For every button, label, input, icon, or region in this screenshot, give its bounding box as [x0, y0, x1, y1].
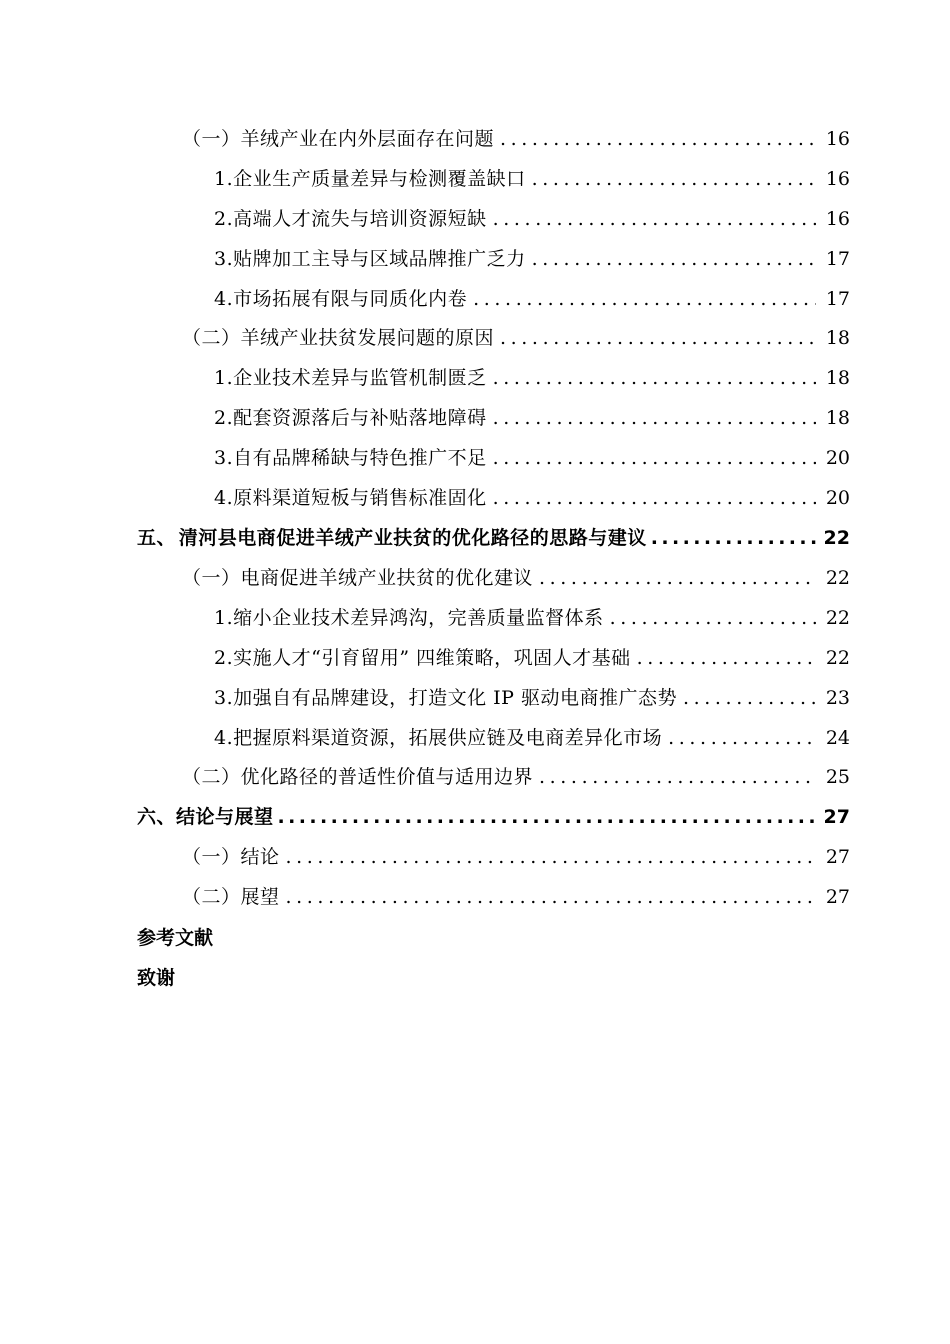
toc-entry: [214, 483, 850, 513]
dot-leader: [493, 483, 816, 513]
toc-entry-page: 22: [825, 567, 850, 589]
toc-chapter-title: 六、结论与展望: [137, 806, 274, 828]
dot-leader: [668, 723, 816, 753]
toc-chapter-number: 五、: [137, 527, 177, 549]
toc-entry: [214, 683, 850, 713]
toc-entry: [214, 723, 850, 753]
toc-entry-title: （二）羊绒产业扶贫发展问题的原因: [182, 327, 495, 349]
dot-leader: [610, 603, 816, 633]
dot-leader: [500, 124, 816, 154]
toc-entry-page: 20: [825, 447, 850, 469]
toc-entry-page: 18: [825, 367, 850, 389]
dot-leader: [286, 882, 816, 912]
dot-leader: [539, 563, 816, 593]
toc-chapter: [137, 802, 850, 832]
toc-entry: [214, 363, 850, 393]
toc-entry-title: 3.贴牌加工主导与区域品牌推广乏力: [214, 248, 526, 270]
toc-entry-title: （一）电商促进羊绒产业扶贫的优化建议: [182, 567, 534, 589]
dot-leader: [493, 363, 816, 393]
toc-entry-page: 24: [825, 727, 850, 749]
toc-entry-page: 22: [825, 607, 850, 629]
toc-entry-page: 18: [825, 407, 850, 429]
dot-leader: [683, 683, 816, 713]
toc-entry-title: 1.企业技术差异与监管机制匮乏: [214, 367, 487, 389]
toc-entry-title: （二）展望: [182, 886, 280, 908]
toc-entry-page: 20: [825, 487, 850, 509]
toc-entry-page: 17: [825, 248, 850, 270]
dot-leader: [473, 284, 816, 314]
toc-entry-title: 4.市场拓展有限与同质化内卷: [214, 288, 468, 310]
dot-leader: [278, 802, 818, 832]
toc-entry: [182, 323, 850, 353]
toc-entry-title: （二）优化路径的普适性价值与适用边界: [182, 766, 534, 788]
toc-entry-title: 4.把握原料渠道资源，拓展供应链及电商差异化市场: [214, 727, 663, 749]
toc-entry-page: 23: [825, 687, 850, 709]
toc-entry-title: 3.加强自有品牌建设，打造文化 IP 驱动电商推广态势: [214, 687, 677, 709]
toc-entry: [214, 164, 850, 194]
toc-chapter-title: 清河县电商促进羊绒产业扶贫的优化路径的思路与建议: [178, 527, 647, 549]
toc-entry: [182, 762, 850, 792]
dot-leader: [539, 762, 816, 792]
toc-entry: [182, 882, 850, 912]
dot-leader: [637, 643, 816, 673]
toc-entry: [214, 284, 850, 314]
dot-leader: [493, 443, 816, 473]
dot-leader: [286, 842, 816, 872]
toc-entry-page: 16: [825, 208, 850, 230]
toc-entry: [214, 643, 850, 673]
toc-entry-page: 17: [825, 288, 850, 310]
toc-entry: [214, 204, 850, 234]
toc-entry-title: 3.自有品牌稀缺与特色推广不足: [214, 447, 487, 469]
dot-leader: [651, 523, 818, 553]
toc-chapter-page: 22: [823, 527, 850, 549]
dot-leader: [493, 403, 816, 433]
toc-entry-title: 2.配套资源落后与补贴落地障碍: [214, 407, 487, 429]
dot-leader: [532, 164, 816, 194]
dot-leader: [493, 204, 816, 234]
toc-entry-title: （一）结论: [182, 846, 280, 868]
toc-chapter: [137, 523, 850, 553]
dot-leader: [500, 323, 816, 353]
toc-entry: [182, 563, 850, 593]
toc-entry-page: 16: [825, 168, 850, 190]
toc-entry: [214, 403, 850, 433]
toc-entry-page: 22: [825, 647, 850, 669]
toc-entry: [182, 842, 850, 872]
toc-entry: [214, 244, 850, 274]
toc-entry-page: 27: [825, 886, 850, 908]
toc-entry-page: 25: [825, 766, 850, 788]
toc-references: 参考文献: [137, 927, 214, 949]
toc-entry-title: 2.实施人才“引育留用” 四维策略，巩固人才基础: [214, 647, 631, 669]
toc-entry: [214, 603, 850, 633]
toc-entry: [182, 124, 850, 154]
toc-acknowledgements: 致谢: [137, 967, 176, 989]
dot-leader: [532, 244, 816, 274]
toc-entry-title: 4.原料渠道短板与销售标准固化: [214, 487, 487, 509]
toc-entry-title: 1.缩小企业技术差异鸿沟，完善质量监督体系: [214, 607, 604, 629]
toc-entry-page: 18: [825, 327, 850, 349]
toc-entry-title: 1.企业生产质量差异与检测覆盖缺口: [214, 168, 526, 190]
toc-entry-page: 27: [825, 846, 850, 868]
toc-entry: [214, 443, 850, 473]
toc-entry-title: （一）羊绒产业在内外层面存在问题: [182, 128, 495, 150]
toc-entry-title: 2.高端人才流失与培训资源短缺: [214, 208, 487, 230]
toc-chapter-page: 27: [823, 806, 850, 828]
toc-entry-page: 16: [825, 128, 850, 150]
